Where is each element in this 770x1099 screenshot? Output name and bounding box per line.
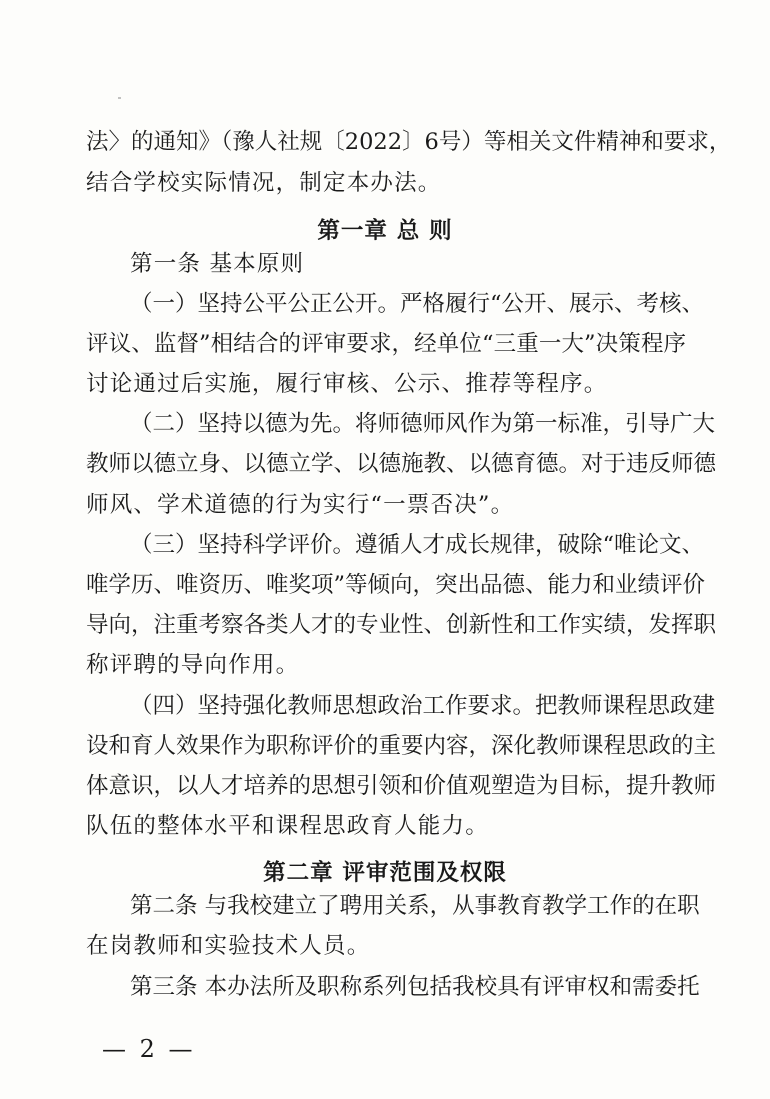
body-line: 队伍的整体水平和课程思政育人能力。 [86, 813, 489, 839]
body-line: 结合学校实际情况，制定本办法。 [86, 170, 442, 196]
body-line: 在岗教师和实验技术人员。 [86, 933, 371, 959]
body-line: 法〉的通知》（豫人社规〔2022〕6号）等相关文件精神和要求， [86, 129, 732, 155]
chapter-heading: 第一章 总 则 [317, 218, 453, 244]
body-line: 称评聘的导向作用。 [86, 652, 300, 678]
body-line: （三）坚持科学评价。遵循人才成长规律，破除“唯论文、 [130, 532, 705, 558]
body-line: 体意识，以人才培养的思想引领和价值观塑造为目标，提升教师 [86, 773, 717, 799]
body-line: 第二条 与我校建立了聘用关系，从事教育教学工作的在职 [130, 893, 700, 919]
body-line: （四）坚持强化教师思想政治工作要求。把教师课程思政建 [130, 693, 716, 719]
page-number: — 2 — [102, 1035, 196, 1063]
body-line: （一）坚持公平公正公开。严格履行“公开、展示、考核、 [130, 291, 705, 317]
article-title: 第一条 基本原则 [130, 251, 305, 277]
body-line: （二）坚持以德为先。将师德师风作为第一标准，引导广大 [130, 411, 716, 437]
body-line: 讨论通过后实施，履行审核、公示、推荐等程序。 [86, 371, 608, 397]
body-line: 导向，注重考察各类人才的专业性、创新性和工作实绩，发挥职 [86, 612, 717, 638]
body-line: 第三条 本办法所及职称系列包括我校具有评审权和需委托 [130, 974, 700, 1000]
chapter-heading: 第二章 评审范围及权限 [263, 860, 507, 886]
body-line: 设和育人效果作为职称评价的重要内容，深化教师课程思政的主 [86, 733, 717, 759]
body-line: 唯学历、唯资历、唯奖项”等倾向，突出品德、能力和业绩评价 [86, 572, 706, 598]
body-line: 评议、监督”相结合的评审要求，经单位“三重一大”决策程序 [86, 331, 686, 357]
body-line: 师风、学术道德的行为实行“一票否决”。 [86, 492, 515, 518]
scan-speck [118, 97, 121, 99]
body-line: 教师以德立身、以德立学、以德施教、以德育德。对于违反师德 [86, 451, 717, 477]
